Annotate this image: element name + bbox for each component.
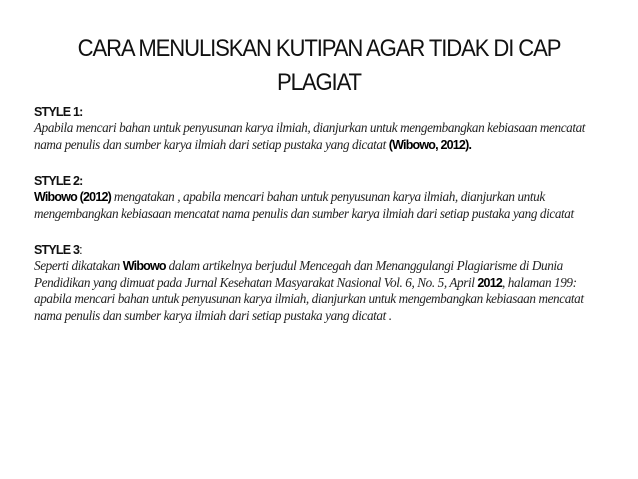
style-2-section	[34, 173, 604, 222]
style-3-year: 2012	[477, 275, 502, 290]
style-2-text: mengatakan , apabila mencari bahan untuk penyusunan karya ilmiah, dianjurkan untuk mengembangkan kebiasaan mencatat nama penulis dan sumber karya ilmiah dari setiap pustaka yang dicatat	[34, 189, 574, 221]
style-1-paragraph	[34, 120, 604, 153]
style-3-heading-colon: :	[79, 243, 82, 257]
style-3-text-2: dalam artikelnya berjudul Mencegah dan Menanggulangi Plagiarisme di Dunia Pendidikan yang dimuat pada Jurnal Kesehatan Masyarakat Nasional Vol. 6, No. 5, April	[34, 258, 563, 290]
style-1-section	[34, 104, 604, 153]
style-3-text-1: Seperti dikatakan	[34, 258, 123, 273]
style-2-citation: Wibowo (2012)	[34, 190, 111, 204]
style-2-heading: STYLE 2:	[34, 174, 83, 188]
style-1-citation: (Wibowo, 2012).	[388, 137, 472, 152]
style-3-text-3: , halaman 199: apabila mencari bahan untuk penyusunan karya ilmiah, dianjurkan untuk mengembangkan kebiasaan mencatat nama penulis dan sumber karya ilmiah dari setiap pustaka yang dicatat .	[34, 274, 584, 323]
slide-title: CARA MENULISKAN KUTIPAN AGAR TIDAK DI CAP PLAGIAT	[77, 35, 561, 96]
style-1-text: Apabila mencari bahan untuk penyusunan karya ilmiah, dianjurkan untuk mengembangkan kebiasaan mencatat nama penulis dan sumber karya ilmiah dari setiap pustaka yang dicatat	[34, 120, 586, 152]
style-3-author: Wibowo	[122, 259, 166, 273]
style-3-paragraph	[34, 258, 604, 324]
style-1-heading: STYLE 1:	[34, 105, 83, 119]
style-3-heading-label: STYLE 3	[34, 243, 80, 257]
style-3-section	[34, 242, 604, 324]
style-3-heading	[34, 242, 604, 258]
style-2-paragraph	[34, 189, 604, 222]
